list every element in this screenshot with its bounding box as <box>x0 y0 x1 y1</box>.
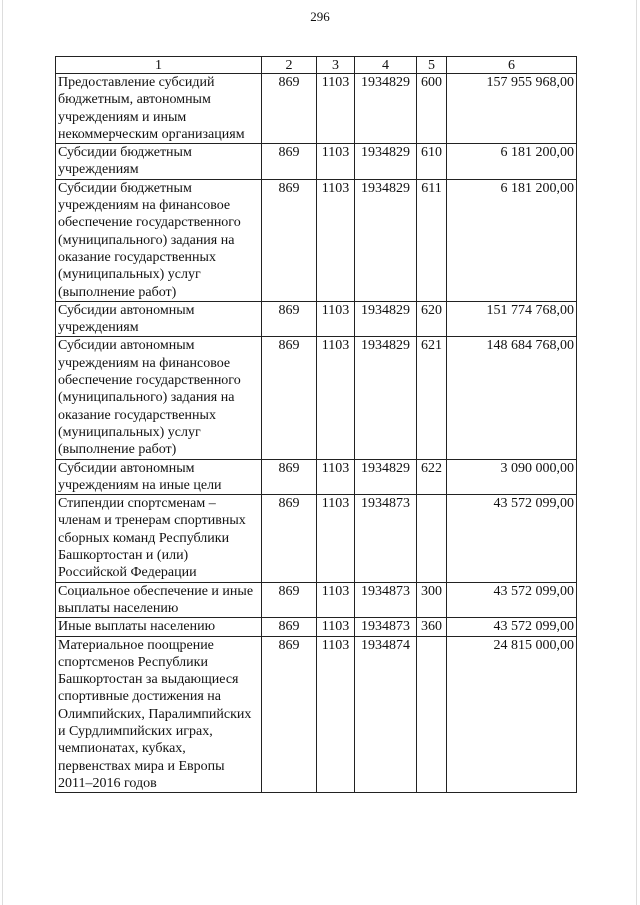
row-amount: 43 572 099,00 <box>447 582 577 618</box>
row-expense-type <box>417 495 447 582</box>
row-section-code: 1103 <box>317 144 355 180</box>
scan-edge-left <box>2 0 3 905</box>
table-row <box>56 144 577 180</box>
row-target-code: 1934829 <box>355 459 417 495</box>
row-amount: 43 572 099,00 <box>447 618 577 636</box>
row-amount: 157 955 968,00 <box>447 74 577 144</box>
header-cell-3: 3 <box>317 57 355 74</box>
table-row <box>56 74 577 144</box>
row-expense-type: 300 <box>417 582 447 618</box>
row-ministry-code: 869 <box>262 459 317 495</box>
row-name: Иные выплаты населению <box>56 618 262 636</box>
row-amount: 6 181 200,00 <box>447 179 577 301</box>
row-amount: 151 774 768,00 <box>447 301 577 337</box>
table-row <box>56 337 577 459</box>
row-name: Социальное обеспечение и иные выплаты населению <box>56 582 262 618</box>
table-row <box>56 495 577 582</box>
row-expense-type: 600 <box>417 74 447 144</box>
budget-table <box>55 56 577 793</box>
row-section-code: 1103 <box>317 179 355 301</box>
table-row <box>56 636 577 793</box>
header-cell-2: 2 <box>262 57 317 74</box>
row-section-code: 1103 <box>317 74 355 144</box>
row-amount: 43 572 099,00 <box>447 495 577 582</box>
row-ministry-code: 869 <box>262 636 317 793</box>
table-row <box>56 179 577 301</box>
row-name: Субсидии бюджетным учреждениям <box>56 144 262 180</box>
row-name: Субсидии автономным учреждениям на иные цели <box>56 459 262 495</box>
row-target-code: 1934873 <box>355 582 417 618</box>
row-name: Субсидии автономным учреждениям <box>56 301 262 337</box>
row-ministry-code: 869 <box>262 495 317 582</box>
row-target-code: 1934829 <box>355 74 417 144</box>
row-ministry-code: 869 <box>262 179 317 301</box>
row-section-code: 1103 <box>317 582 355 618</box>
table-row <box>56 582 577 618</box>
table-row <box>56 618 577 636</box>
row-target-code: 1934873 <box>355 618 417 636</box>
row-expense-type <box>417 636 447 793</box>
row-target-code: 1934874 <box>355 636 417 793</box>
row-ministry-code: 869 <box>262 337 317 459</box>
row-section-code: 1103 <box>317 337 355 459</box>
row-amount: 6 181 200,00 <box>447 144 577 180</box>
row-ministry-code: 869 <box>262 618 317 636</box>
row-name: Материальное поощрение спортсменов Республики Башкортостан за выдающиеся спортивные достижения на Олимпийских, Паралимпийских и Сурдлимпийских играх, чемпионатах, кубках, первенствах мира и Европы 2011–2016 годов <box>56 636 262 793</box>
row-ministry-code: 869 <box>262 582 317 618</box>
row-amount: 3 090 000,00 <box>447 459 577 495</box>
row-name: Предоставление субсидий бюджетным, автономным учреждениям и иным некоммерческим организациям <box>56 74 262 144</box>
row-target-code: 1934829 <box>355 337 417 459</box>
header-cell-4: 4 <box>355 57 417 74</box>
table-row <box>56 301 577 337</box>
row-expense-type: 610 <box>417 144 447 180</box>
header-cell-6: 6 <box>447 57 577 74</box>
row-expense-type: 360 <box>417 618 447 636</box>
row-section-code: 1103 <box>317 636 355 793</box>
row-name: Субсидии бюджетным учреждениям на финансовое обеспечение государственного (муниципального) задания на оказание государственных (муниципальных) услуг (выполнение работ) <box>56 179 262 301</box>
header-cell-5: 5 <box>417 57 447 74</box>
row-ministry-code: 869 <box>262 144 317 180</box>
header-row <box>56 57 577 74</box>
row-target-code: 1934829 <box>355 179 417 301</box>
row-expense-type: 620 <box>417 301 447 337</box>
row-section-code: 1103 <box>317 618 355 636</box>
row-expense-type: 611 <box>417 179 447 301</box>
header-cell-1: 1 <box>56 57 262 74</box>
row-ministry-code: 869 <box>262 74 317 144</box>
row-section-code: 1103 <box>317 301 355 337</box>
row-section-code: 1103 <box>317 459 355 495</box>
table-row <box>56 459 577 495</box>
row-name: Субсидии автономным учреждениям на финансовое обеспечение государственного (муниципального) задания на оказание государственных (муниципальных) услуг (выполнение работ) <box>56 337 262 459</box>
row-expense-type: 621 <box>417 337 447 459</box>
row-ministry-code: 869 <box>262 301 317 337</box>
row-section-code: 1103 <box>317 495 355 582</box>
row-expense-type: 622 <box>417 459 447 495</box>
row-target-code: 1934873 <box>355 495 417 582</box>
row-amount: 24 815 000,00 <box>447 636 577 793</box>
page-number: 296 <box>310 9 330 24</box>
row-target-code: 1934829 <box>355 144 417 180</box>
row-target-code: 1934829 <box>355 301 417 337</box>
scan-edge-right <box>636 0 637 905</box>
row-name: Стипендии спортсменам – членам и тренерам спортивных сборных команд Республики Башкортостан и (или) Российской Федерации <box>56 495 262 582</box>
row-amount: 148 684 768,00 <box>447 337 577 459</box>
